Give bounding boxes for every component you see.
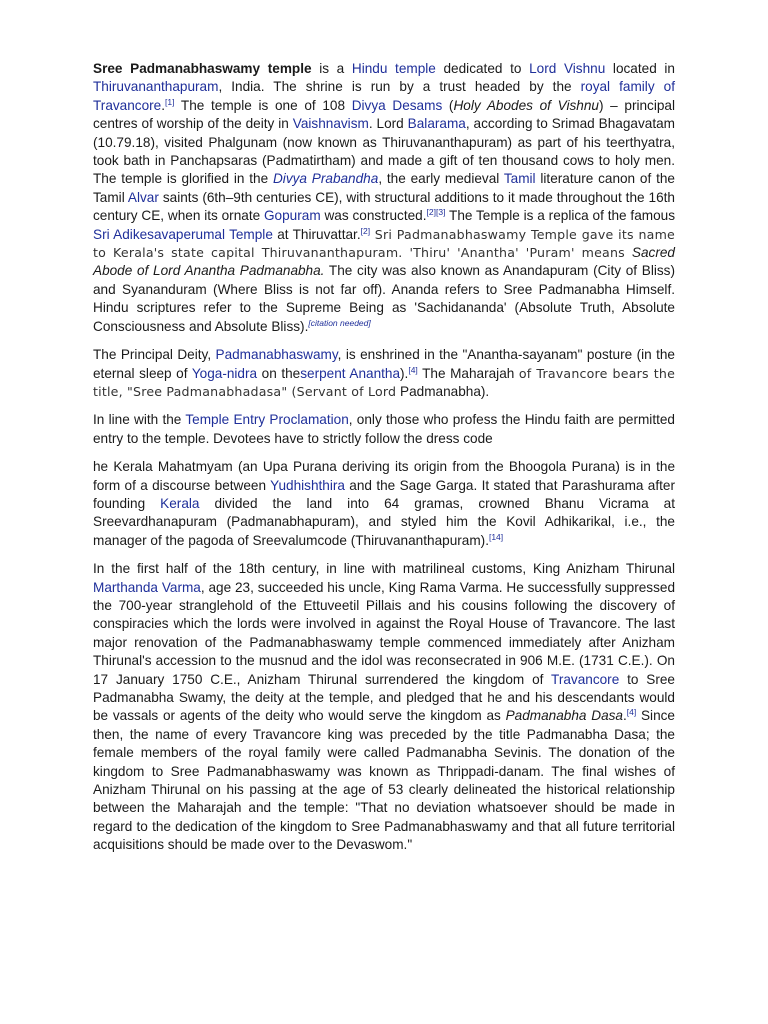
link-marthanda-varma[interactable]: Marthanda Varma [93,579,201,595]
link-lord-vishnu[interactable]: Lord Vishnu [529,61,606,76]
paragraph-mahatmyam: he Kerala Mahatmyam (an Upa Purana deriving its origin from the Bhoogola Purana) is in the form of a discourse between Yudhishthira and the Sage Garga. It stated that Parashurama after founding Kerala divided the land into 64 gramas, crowned Bhanu Vicrama at Sreevardhanapuram (Padmanabhapuram), and styled him the Kovil Adhikarikal, i.e., the manager of the pagoda of Sreevalumcode (Thiruvananthapuram).[14] [93,459,676,548]
link-divya-prabandha[interactable]: Divya Prabandha [272,171,379,187]
paragraph-intro: Sree Padmanabhaswamy temple is a Hindu temple dedicated to Lord Vishnu located in Thiruvananthapuram, India. The shrine is run by a trust headed by the royal family of Travancore.[1] The temple is one of 108 Divya Desams (Holy Abodes of Vishnu) – principal centres of worship of the deity in Vaishnavism. Lord Balarama, according to Srimad Bhagavatam (10.79.18), visited Phalgunam (now known as Thiruvananthapuram) as part of his teerthyatra, took bath in Panchapsaras (Padmatirtham) and made a gift of ten thousand cows to holy men. The temple is glorified in the Divya Prabandha, the early medieval Tamil literature canon of the Tamil Alvar saints (6th–9th centuries CE), with structural additions to it made throughout the 16th century CE, when its ornate Gopuram was constructed.[2][3] The Temple is a replica of the famous Sri Adikesavaperumal Temple at Thiruvattar.[2] Sri Padmanabhaswamy Temple gave its name to Kerala's state capital Thiruvananthapuram. 'Thiru' 'Anantha' 'Puram' means Sacred Abode of Lord Anantha Padmanabha. The city was also known as Anandapuram (City of Bliss) and Syananduram (Where Bliss is not far off). Ananda refers to Sree Padmanabha Himself. Hindu scriptures refer to the Supreme Being as 'Sachidananda' (Absolute Truth, Absolute Consciousness and Absolute Bliss).[citation needed] [93,61,676,334]
citation-needed[interactable]: [citation needed] [308,317,371,328]
link-serpent-anantha[interactable]: serpent Anantha [300,365,401,381]
citation-1[interactable]: [1] [165,96,175,107]
link-yoga-nidra[interactable]: Yoga-nidra [191,365,258,381]
link-padmanabhaswamy[interactable]: Padmanabhaswamy [215,347,338,363]
link-thiruvananthapuram[interactable]: Thiruvananthapuram [93,79,219,95]
link-vaishnavism[interactable]: Vaishnavism [292,116,369,132]
link-balarama[interactable]: Balarama [407,116,466,132]
link-travancore[interactable]: Travancore [551,671,620,687]
link-yudhishthira[interactable]: Yudhishthira [270,477,345,493]
citation-2-3[interactable]: [2][3] [426,207,446,218]
paragraph-entry: In line with the Temple Entry Proclamation, only those who profess the Hindu faith are permitted entry to the temple. Devotees have to strictly follow the dress code [93,412,675,446]
citation-4b[interactable]: [4] [626,707,637,718]
link-hindu-temple[interactable]: Hindu temple [351,61,436,76]
link-alvar[interactable]: Alvar [127,189,159,205]
link-kerala[interactable]: Kerala [160,495,200,511]
link-tamil[interactable]: Tamil [503,171,536,187]
citation-14[interactable]: [14] [488,531,504,542]
link-royal-family-travancore[interactable]: royal family of Travancore [93,79,675,113]
paragraph-deity: The Principal Deity, Padmanabhaswamy, is enshrined in the "Anantha-sayanam" posture (in the eternal sleep of Yoga-nidra on theserpent Anantha).[4] The Maharajah of Travancore bears the title, "Sree Padmanabhadasa" (Servant of Lord Padmanabha). [93,347,676,399]
citation-4[interactable]: [4] [408,364,418,375]
article-body [93,60,675,865]
link-divya-desams[interactable]: Divya Desams [351,97,443,113]
link-gopuram[interactable]: Gopuram [263,208,321,224]
citation-2[interactable]: [2] [360,225,371,236]
link-temple-entry-proclamation[interactable]: Temple Entry Proclamation [185,412,349,428]
link-sri-adikesavaperumal-temple[interactable]: Sri Adikesavaperumal Temple [93,226,273,242]
paragraph-history: In the first half of the 18th century, in line with matrilineal customs, King Anizham Thirunal Marthanda Varma, age 23, succeeded his uncle, King Rama Varma. He successfully suppressed the 700-year stranglehold of the Ettuveetil Pillais and his cousins following the discovery of conspiracies which the lords were involved in against the Royal House of Travancore. The last major renovation of the Padmanabhaswamy temple commenced immediately after Anizham Thirunal's accession to the musnud and the idol was reconsecrated in 906 M.E. (1731 C.E.). On 17 January 1750 C.E., Anizham Thirunal surrendered the kingdom of Travancore to Sree Padmanabha Swamy, the deity at the temple, and pledged that he and his descendants would be vassals or agents of the deity who would serve the kingdom as Padmanabha Dasa.[4] Since then, the name of every Travancore king was preceded by the title Padmanabha Dasa; the female members of the royal family were called Padmanabha Sevinis. The donation of the kingdom to Sree Padmanabhaswamy was known as Thrippadi-danam. The final wishes of Anizham Thirunal on his passing at the age of 53 clearly delineated the historical relationship between the Maharajah and the temple: "That no deviation whatsoever should be made in regard to the dedication of the kingdom to Sree Padmanabhaswamy and that all future territorial acquisitions should be made over to the Devaswom." [93,561,676,853]
article-subject: Sree Padmanabhaswamy temple [93,61,312,76]
